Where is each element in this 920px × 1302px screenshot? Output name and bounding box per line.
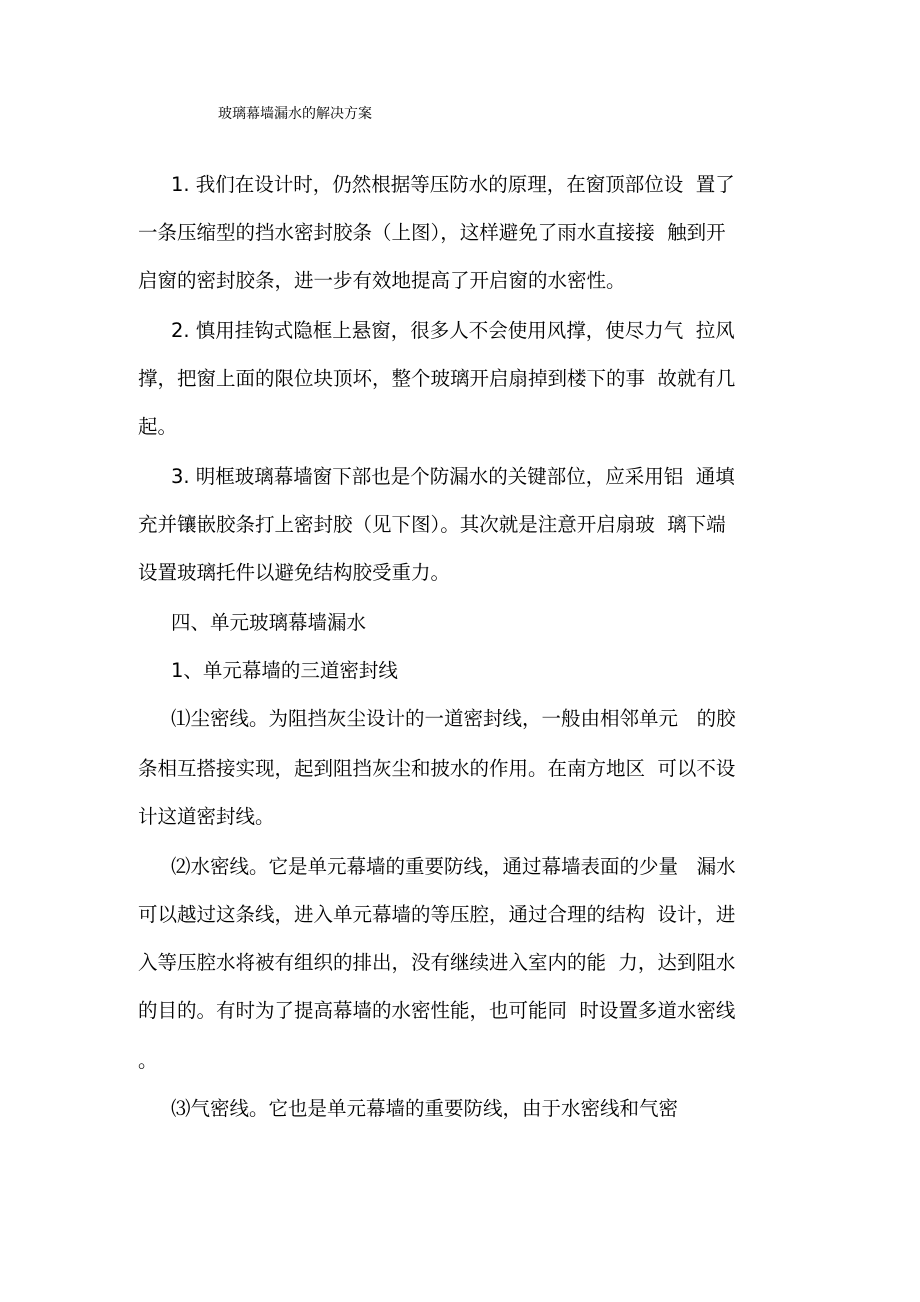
- document-title: 玻璃幕墙漏水的解决方案: [218, 106, 372, 122]
- text-line: 3. 明框玻璃幕墙窗下部也是个防漏水的关键部位，应采用铝 通填: [171, 465, 735, 488]
- text-line: 2. 慎用挂钩式隐框上悬窗，很多人不会使用风撑，使尽力气 拉风: [171, 319, 735, 342]
- text-line: 入等压腔水将被有组织的排出，没有继续进入室内的能 力，达到阻水: [138, 951, 736, 974]
- subsection-heading: 1、单元幕墙的三道密封线: [171, 659, 398, 682]
- text-line: 的目的。有时为了提高幕墙的水密性能，也可能同 时设置多道水密线: [138, 999, 736, 1022]
- text-line: 设置玻璃托件以避免结构胶受重力。: [138, 561, 451, 584]
- section-heading: 四、单元玻璃幕墙漏水: [171, 611, 367, 634]
- text-line: 启窗的密封胶条，进一步有效地提高了开启窗的水密性。: [138, 269, 626, 292]
- text-line: ⑴尘密线。为阻挡灰尘设计的一道密封线，一般由相邻单元 的胶: [171, 707, 736, 730]
- text-line: 计这道密封线。: [138, 805, 275, 828]
- text-line: 条相互搭接实现，起到阻挡灰尘和披水的作用。在南方地区 可以不设: [138, 757, 736, 780]
- text-line: ⑵水密线。它是单元幕墙的重要防线，通过幕墙表面的少量 漏水: [171, 855, 736, 878]
- text-line: ⑶气密线。它也是单元幕墙的重要防线，由于水密线和气密: [171, 1097, 679, 1120]
- text-line: 可以越过这条线，进入单元幕墙的等压腔，通过合理的结构 设计，进: [138, 903, 736, 926]
- text-line: 撑，把窗上面的限位块顶坏，整个玻璃开启扇掉到楼下的事 故就有几: [138, 367, 736, 390]
- text-line: 充并镶嵌胶条打上密封胶（见下图）。其次就是注意开启扇玻 璃下端: [138, 513, 726, 536]
- text-line: 一条压缩型的挡水密封胶条（上图），这样避免了雨水直接接 触到开: [138, 221, 726, 244]
- text-line: 。: [138, 1049, 158, 1072]
- text-line: 起。: [138, 415, 178, 438]
- text-line: 1. 我们在设计时，仍然根据等压防水的原理，在窗顶部位设 置了: [171, 173, 735, 196]
